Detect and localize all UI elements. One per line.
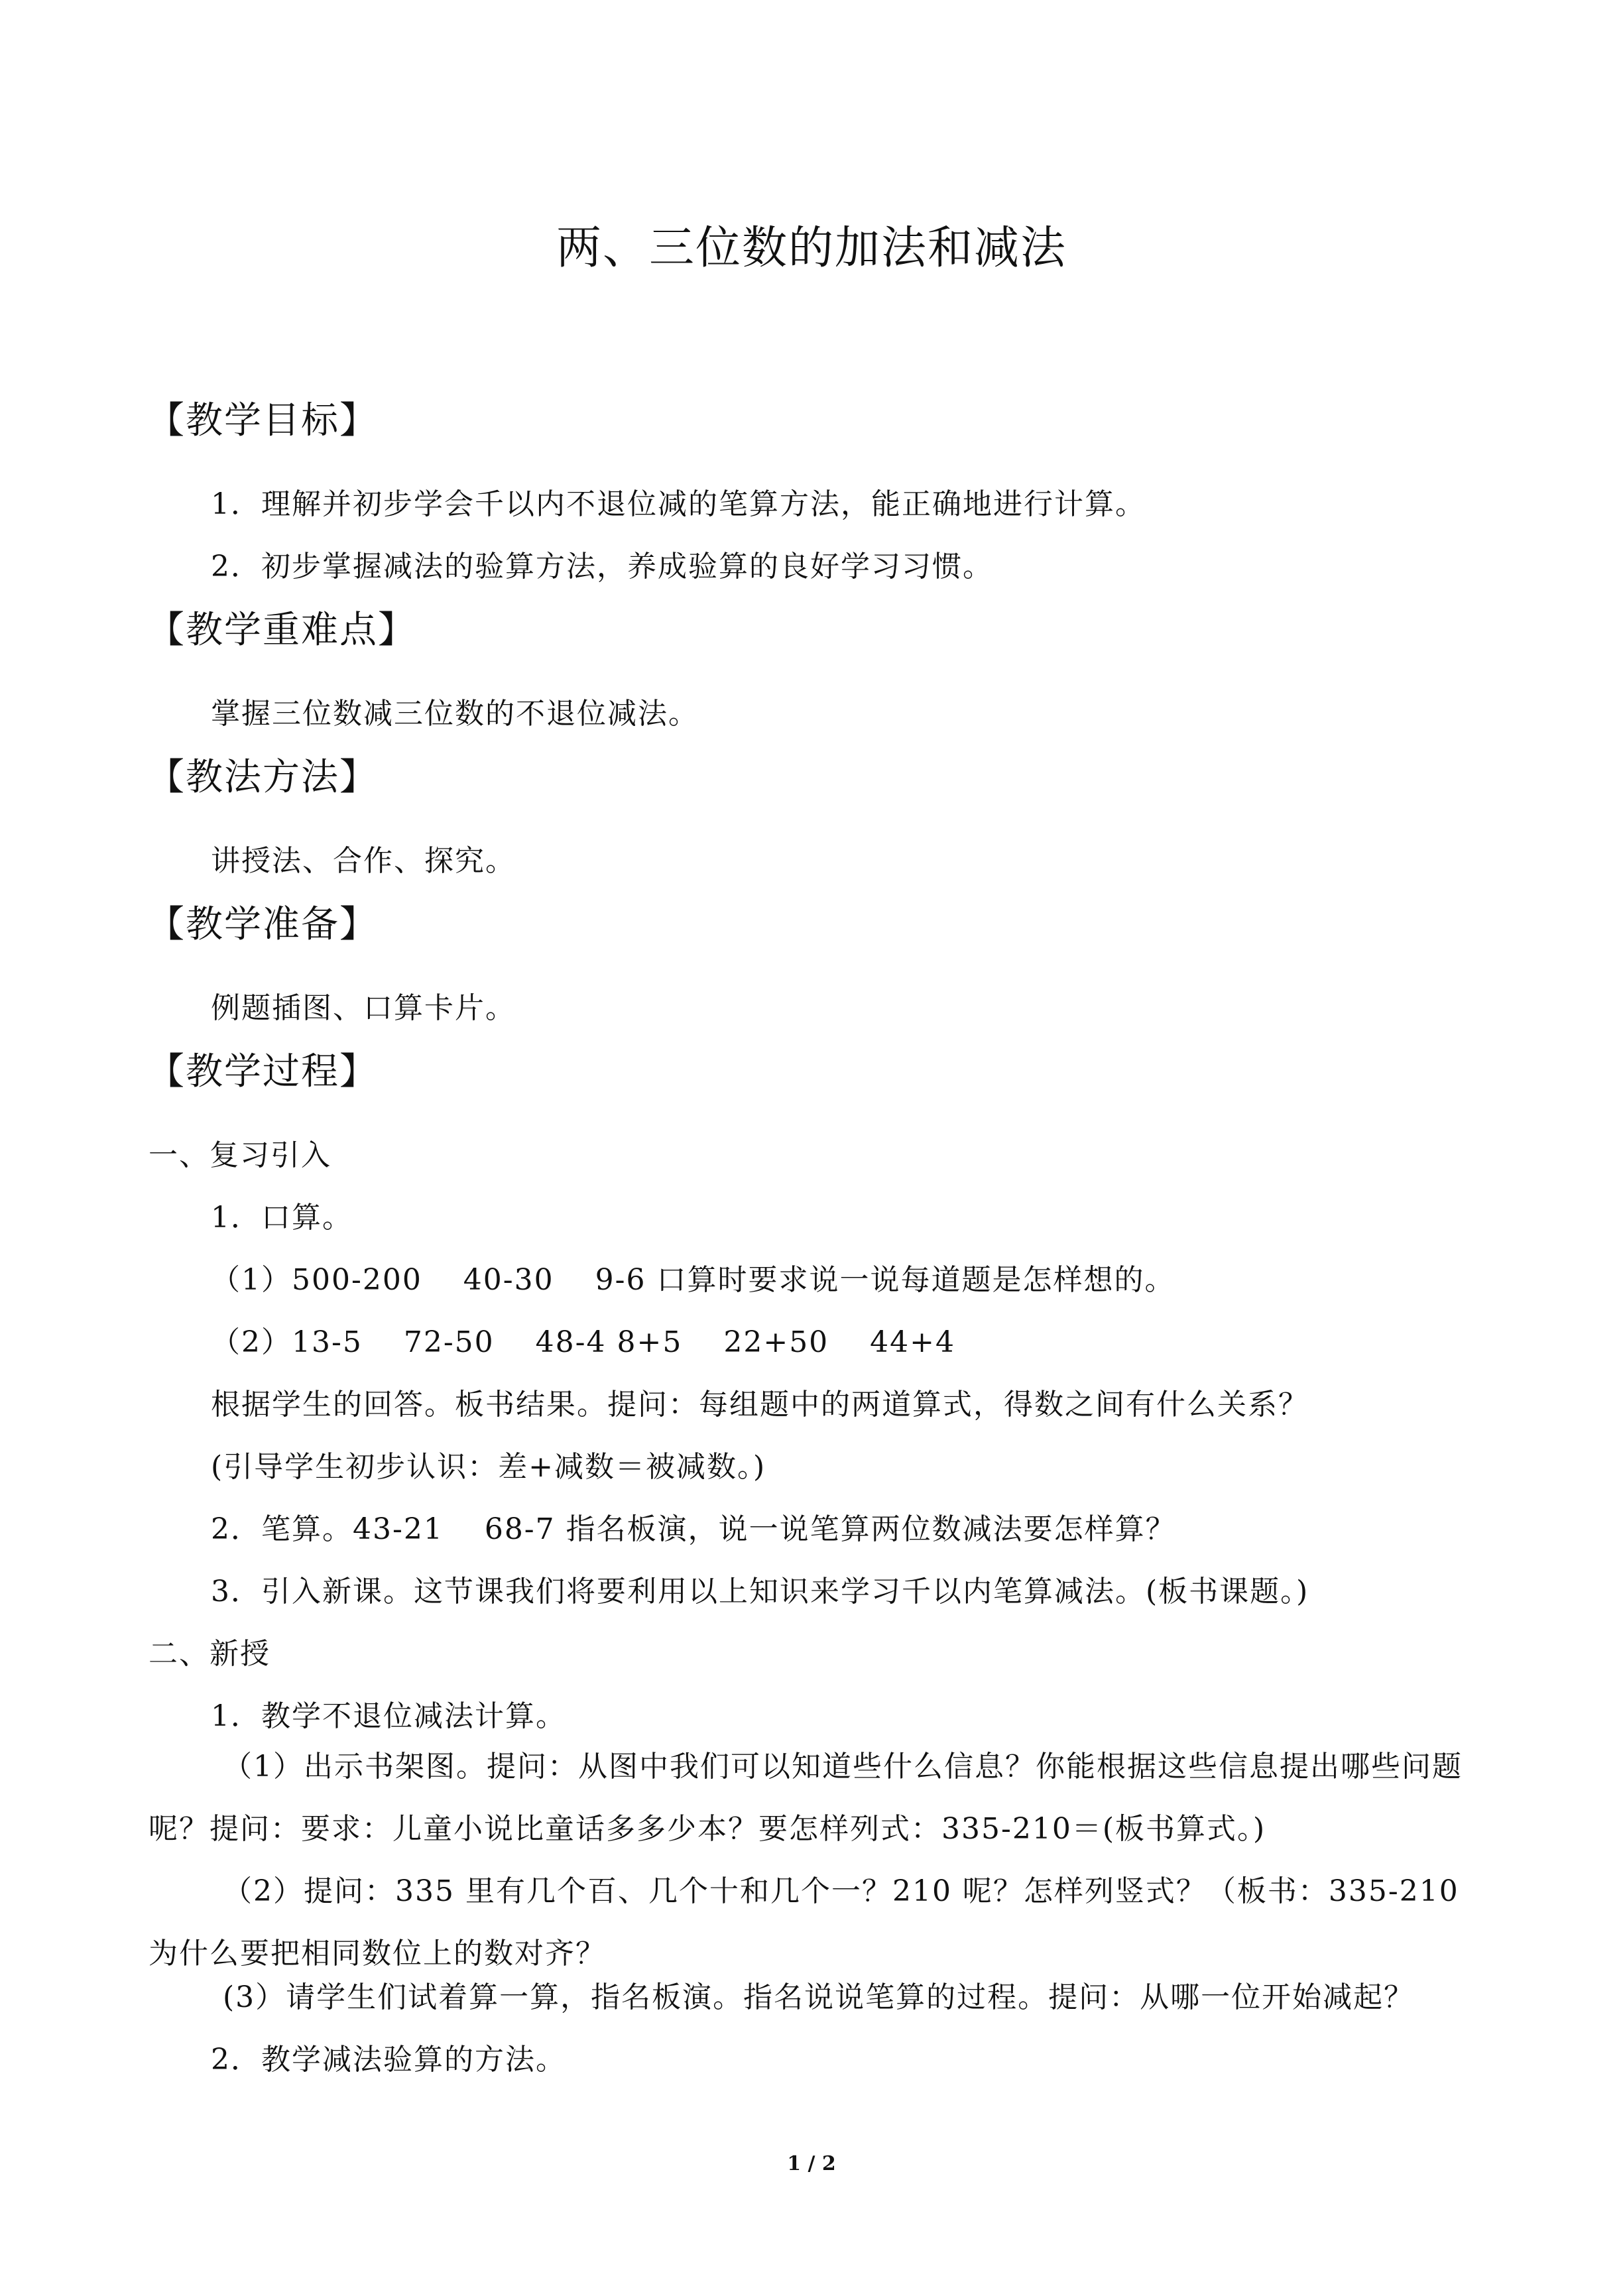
- review-guide-note: (引导学生初步认识：差+减数＝被减数。): [211, 1450, 766, 1484]
- new-lesson-item-1b: （2）提问：335 里有几个百、几个十和几个一？210 呢？怎样列竖式？（板书：335-210 为什么要把相同数位上的数对齐？: [149, 1874, 1459, 1970]
- heading-methods: 【教法方法】: [147, 756, 378, 799]
- page-number: 1 / 2: [787, 2152, 836, 2175]
- new-lesson-item-1a: （1）出示书架图。提问：从图中我们可以知道些什么信息？你能根据这些信息提出哪些问题呢？提问：要求：儿童小说比童话多多少本？要怎样列式：335-210＝(板书算式。): [149, 1750, 1463, 1846]
- preparation-text: 例题插图、口算卡片。: [211, 991, 516, 1025]
- heading-key-points: 【教学重难点】: [147, 609, 416, 652]
- key-points-text: 掌握三位数减三位数的不退位减法。: [211, 697, 699, 731]
- review-item-1: 1．口算。: [211, 1201, 353, 1235]
- objective-item-1: 1．理解并初步学会千以内不退位减的笔算方法，能正确地进行计算。: [211, 487, 1146, 521]
- review-item-1b: （2）13-5 72-50 48-4 8+5 22+50 44+4: [211, 1325, 956, 1359]
- new-lesson-item-1c: (3）请学生们试着算一算，指名板演。指名说说笔算的过程。提问：从哪一位开始减起？: [223, 1980, 1415, 2014]
- heading-objectives: 【教学目标】: [147, 399, 378, 442]
- review-answer-note: 根据学生的回答。板书结果。提问：每组题中的两道算式，得数之间有什么关系？: [211, 1388, 1309, 1421]
- heading-preparation: 【教学准备】: [147, 903, 378, 946]
- objective-item-2: 2．初步掌握减法的验算方法，养成验算的良好学习习惯。: [211, 550, 993, 583]
- new-lesson-item-1: 1．教学不退位减法计算。: [211, 1699, 566, 1733]
- document-title: 两、三位数的加法和减法: [556, 222, 1067, 274]
- new-lesson-item-2: 2．教学减法验算的方法。: [211, 2043, 566, 2077]
- review-item-2: 2．笔算。43-21 68-7 指名板演，说一说笔算两位数减法要怎样算？: [211, 1512, 1176, 1546]
- review-item-1a: （1）500-200 40-30 9-6 口算时要求说一说每道题是怎样想的。: [211, 1263, 1175, 1297]
- section-review-title: 一、复习引入: [149, 1138, 331, 1172]
- methods-text: 讲授法、合作、探究。: [211, 844, 516, 878]
- section-new-lesson-title: 二、新授: [149, 1637, 270, 1671]
- review-item-3: 3．引入新课。这节课我们将要利用以上知识来学习千以内笔算减法。(板书课题。): [211, 1575, 1309, 1608]
- heading-process: 【教学过程】: [147, 1050, 378, 1093]
